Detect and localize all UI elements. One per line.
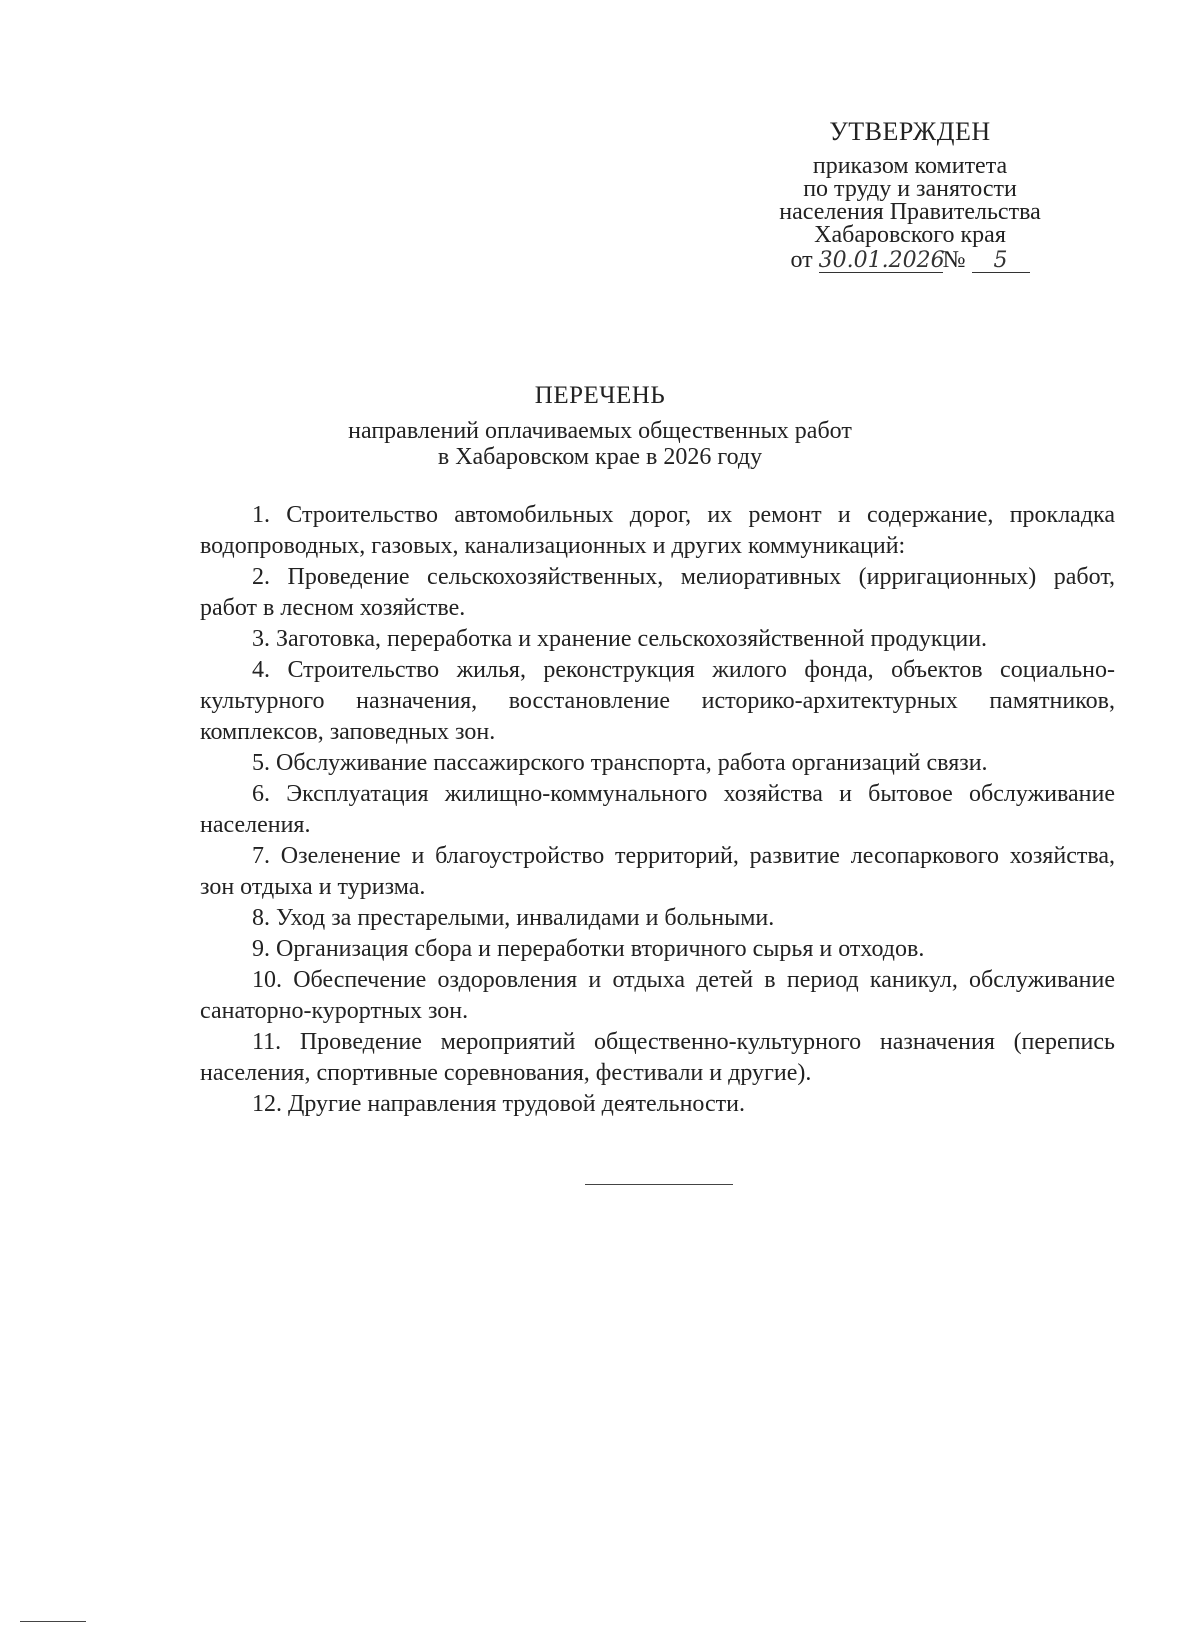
footer-mark	[20, 1621, 86, 1622]
end-divider	[585, 1184, 733, 1185]
subtitle-line-1: направлений оплачиваемых общественных работ	[348, 418, 852, 444]
list-item: 4. Строительство жилья, реконструкция жилого фонда, объектов социально-культурного назначения, восстановление историко-архитектурных памятников, комплексов, заповедных зон.	[200, 657, 1115, 745]
approval-heading: УТВЕРЖДЕН	[829, 117, 991, 146]
list-item: 7. Озеленение и благоустройство территорий, развитие лесопаркового хозяйства, зон отдыха и туризма.	[200, 843, 1115, 900]
approval-block	[740, 117, 1080, 273]
list-item: 3. Заготовка, переработка и хранение сельскохозяйственной продукции.	[252, 626, 988, 652]
work-directions-list	[200, 500, 1115, 1120]
approval-line-3: населения Правительства	[779, 199, 1041, 225]
list-item: 9. Организация сбора и переработки вторичного сырья и отходов.	[252, 936, 925, 962]
handwritten-number: 5	[972, 250, 1030, 273]
date-prefix: от	[790, 247, 813, 273]
list-item: 5. Обслуживание пассажирского транспорта, работа организаций связи.	[252, 750, 988, 776]
approval-line-2: по труду и занятости	[803, 176, 1017, 202]
list-item: 10. Обеспечение оздоровления и отдыха детей в период каникул, обслуживание санаторно-курортных зон.	[200, 967, 1115, 1024]
subtitle-line-2: в Хабаровском крае в 2026 году	[437, 444, 763, 470]
document-title: ПЕРЕЧЕНЬ	[534, 382, 666, 409]
list-item: 8. Уход за престарелыми, инвалидами и больными.	[252, 905, 775, 931]
approval-line-4: Хабаровского края	[814, 222, 1006, 248]
handwritten-date: 30.01.2026	[818, 248, 945, 273]
list-item: 6. Эксплуатация жилищно-коммунального хозяйства и бытовое обслуживание населения.	[200, 781, 1115, 838]
approval-line-1: приказом комитета	[812, 153, 1008, 179]
list-item: 11. Проведение мероприятий общественно-культурного назначения (перепись населения, спортивные соревнования, фестивали и другие).	[200, 1029, 1115, 1086]
approval-date-line	[740, 249, 1080, 273]
list-item: 1. Строительство автомобильных дорог, их ремонт и содержание, прокладка водопроводных, газовых, канализационных и других коммуникаций:	[200, 502, 1115, 559]
list-item: 12. Другие направления трудовой деятельности.	[252, 1091, 746, 1117]
number-prefix: №	[942, 247, 966, 273]
list-item: 2. Проведение сельскохозяйственных, мелиоративных (ирригационных) работ, работ в лесном хозяйстве.	[200, 564, 1115, 621]
document-subtitle	[0, 418, 1200, 470]
